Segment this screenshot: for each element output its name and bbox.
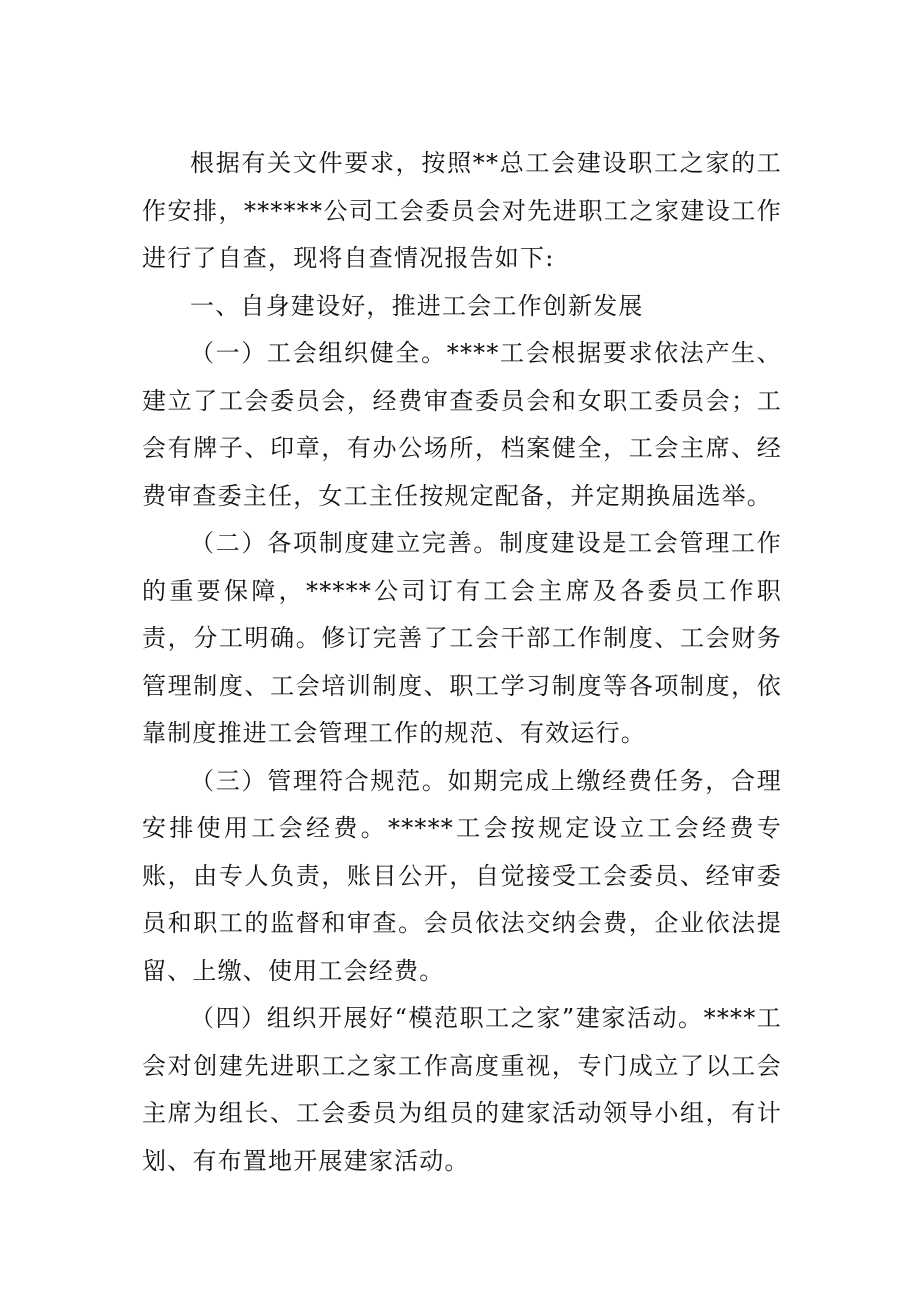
document-body	[142, 140, 782, 1185]
paragraph-activities: （四）组织开展好“模范职工之家”建家活动。****工会对创建先进职工之家工作高度重视，专门成立了以工会主席为组长、工会委员为组员的建家活动领导小组，有计划、有布置地开展建家活动。	[142, 1004, 782, 1175]
paragraph-organization: （一）工会组织健全。****工会根据要求依法产生、建立了工会委员会，经费审查委员会和女职工委员会；工会有牌子、印章，有办公场所，档案健全，工会主席、经费审查委主任，女工主任按规定配备，并定期换届选举。	[142, 339, 782, 510]
paragraph-systems: （二）各项制度建立完善。制度建设是工会管理工作的重要保障，*****公司订有工会主席及各委员工作职责，分工明确。修订完善了工会干部工作制度、工会财务管理制度、工会培训制度、职工学习制度等各项制度，依靠制度推进工会管理工作的规范、有效运行。	[142, 529, 782, 747]
intro-paragraph: 根据有关文件要求，按照**总工会建设职工之家的工作安排，******公司工会委员会对先进职工之家建设工作进行了自查，现将自查情况报告如下:	[142, 149, 782, 272]
section-heading-1: 一、自身建设好，推进工会工作创新发展	[190, 291, 644, 320]
paragraph-management: （三）管理符合规范。如期完成上缴经费任务，合理安排使用工会经费。*****工会按规定设立工会经费专账，由专人负责，账目公开，自觉接受工会委员、经审委员和职工的监督和审查。会员依法交纳会费，企业依法提留、上缴、使用工会经费。	[142, 766, 782, 985]
